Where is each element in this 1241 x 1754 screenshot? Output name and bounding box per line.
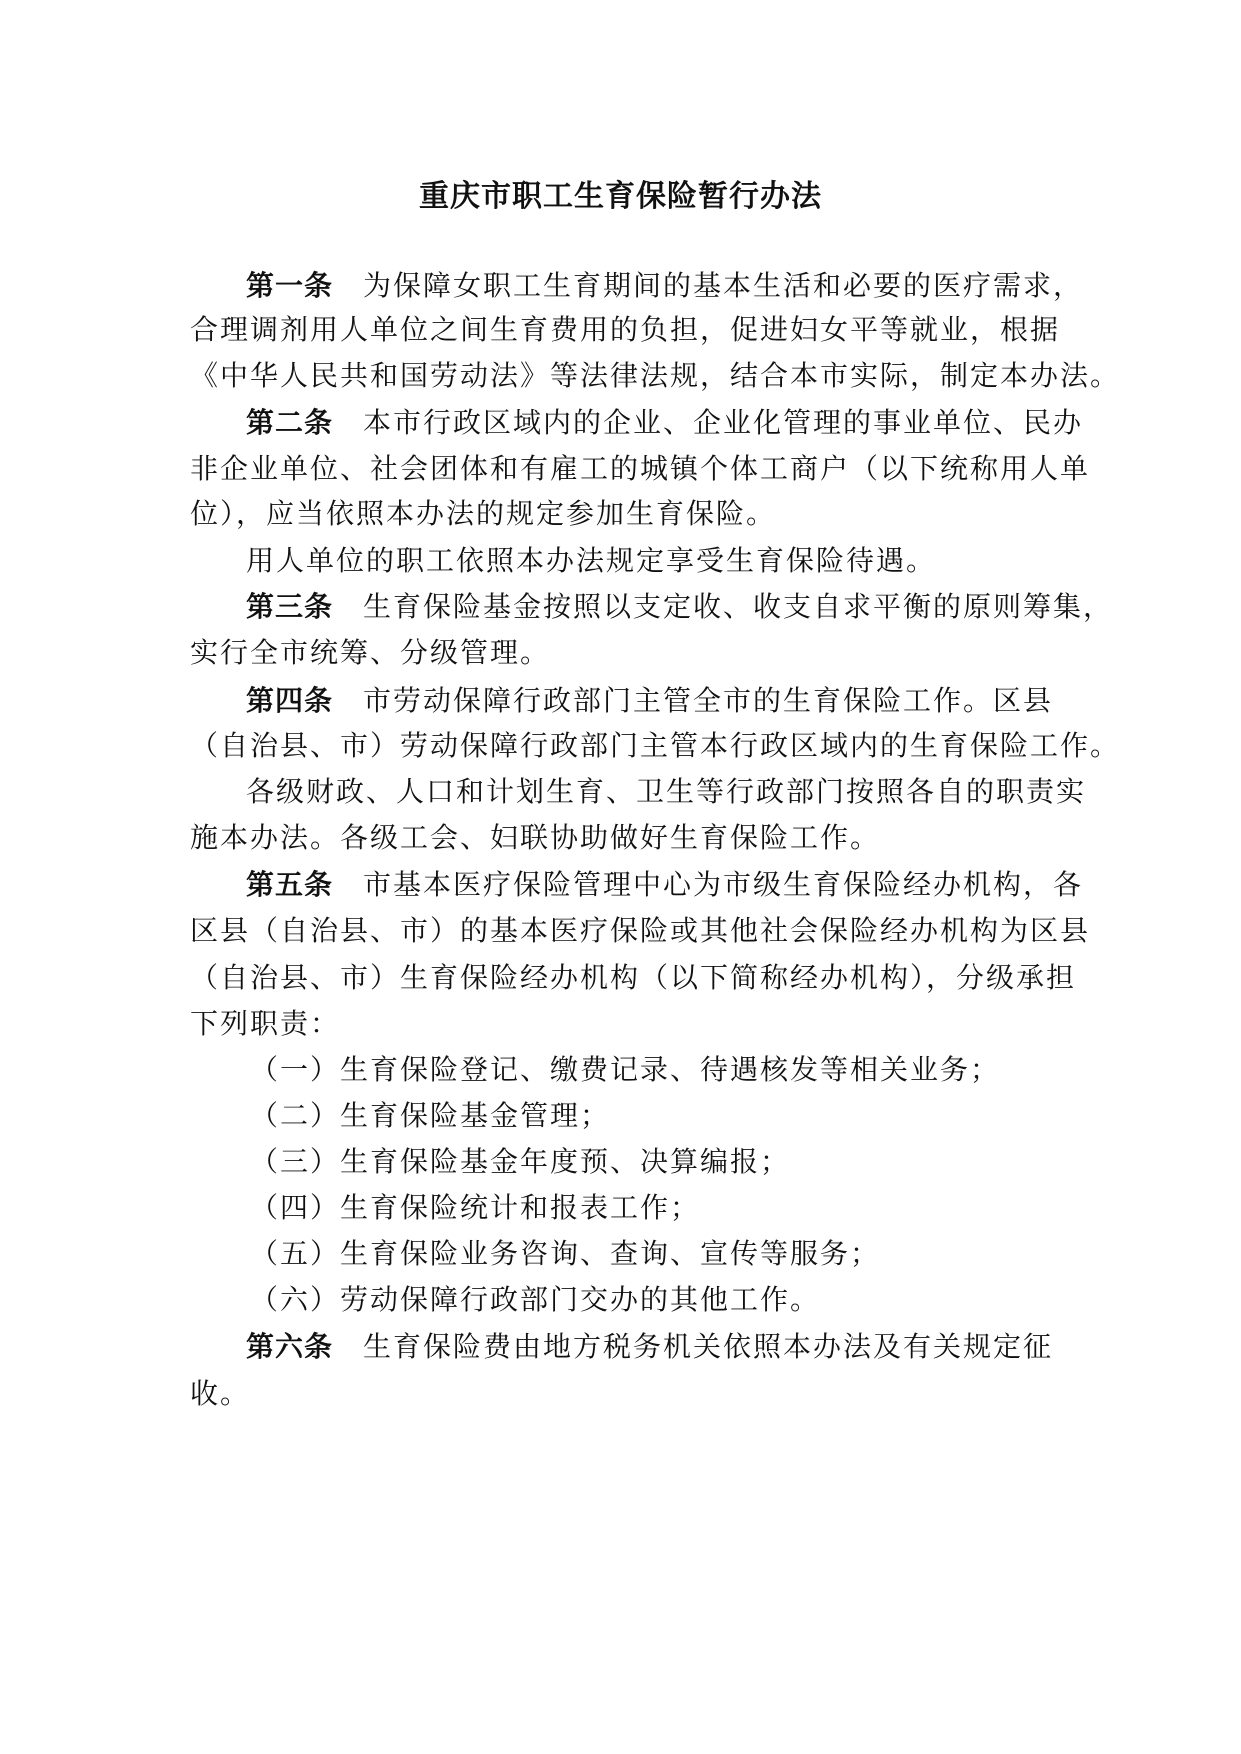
article-6-text: 生育保险费由地方税务机关依照本办法及有关规定征	[363, 1330, 1054, 1363]
list-item: （三）生育保险基金年度预、决算编报；	[250, 1145, 791, 1178]
article-4-line: （自治县、市）劳动保障行政部门主管本行政区域内的生育保险工作。	[190, 729, 1121, 762]
article-3-line: 实行全市统筹、分级管理。	[190, 636, 551, 669]
article-4-text: 市劳动保障行政部门主管全市的生育保险工作。区县	[363, 684, 1054, 717]
article-2-paragraph: 用人单位的职工依照本办法规定享受生育保险待遇。	[246, 544, 937, 577]
article-3-first-line	[246, 587, 1113, 627]
article-4-paragraph: 各级财政、人口和计划生育、卫生等行政部门按照各自的职责实	[246, 775, 1087, 808]
list-item: （二）生育保险基金管理；	[250, 1099, 611, 1132]
article-5-first-line	[246, 865, 1083, 905]
article-6-label: 第六条	[246, 1330, 334, 1363]
article-5-label: 第五条	[246, 868, 334, 901]
article-4-label: 第四条	[246, 684, 334, 717]
article-2-first-line	[246, 403, 1083, 443]
article-5-text: 市基本医疗保险管理中心为市级生育保险经办机构，各	[363, 868, 1084, 901]
article-3-label: 第三条	[246, 590, 334, 623]
list-item: （六）劳动保障行政部门交办的其他工作。	[250, 1283, 821, 1316]
article-5-line: 下列职责：	[190, 1007, 341, 1040]
article-1-line: 《中华人民共和国劳动法》等法律法规，结合本市实际，制定本办法。	[190, 359, 1121, 392]
article-1-line: 合理调剂用人单位之间生育费用的负担，促进妇女平等就业，根据	[190, 313, 1061, 346]
article-2-line: 非企业单位、社会团体和有雇工的城镇个体工商户（以下统称用人单	[190, 452, 1091, 485]
article-6-first-line	[246, 1327, 1053, 1367]
article-3-text: 生育保险基金按照以支定收、收支自求平衡的原则筹集，	[363, 590, 1114, 623]
article-1-text: 为保障女职工生育期间的基本生活和必要的医疗需求，	[363, 269, 1084, 302]
document-title: 重庆市职工生育保险暂行办法	[419, 179, 822, 214]
list-item: （五）生育保险业务咨询、查询、宣传等服务；	[250, 1237, 881, 1270]
article-6-line: 收。	[190, 1377, 251, 1410]
article-4-paragraph-line: 施本办法。各级工会、妇联协助做好生育保险工作。	[190, 821, 881, 854]
article-2-label: 第二条	[246, 406, 334, 439]
article-4-first-line	[246, 681, 1053, 721]
article-2-line: 位），应当依照本办法的规定参加生育保险。	[190, 497, 777, 530]
list-item: （一）生育保险登记、缴费记录、待遇核发等相关业务；	[250, 1053, 1001, 1086]
article-1-label: 第一条	[246, 269, 334, 302]
article-5-line: （自治县、市）生育保险经办机构（以下简称经办机构），分级承担	[190, 961, 1077, 994]
article-2-text: 本市行政区域内的企业、企业化管理的事业单位、民办	[363, 406, 1084, 439]
article-5-line: 区县（自治县、市）的基本医疗保险或其他社会保险经办机构为区县	[190, 914, 1091, 947]
list-item: （四）生育保险统计和报表工作；	[250, 1191, 701, 1224]
article-1-first-line	[246, 266, 1083, 306]
